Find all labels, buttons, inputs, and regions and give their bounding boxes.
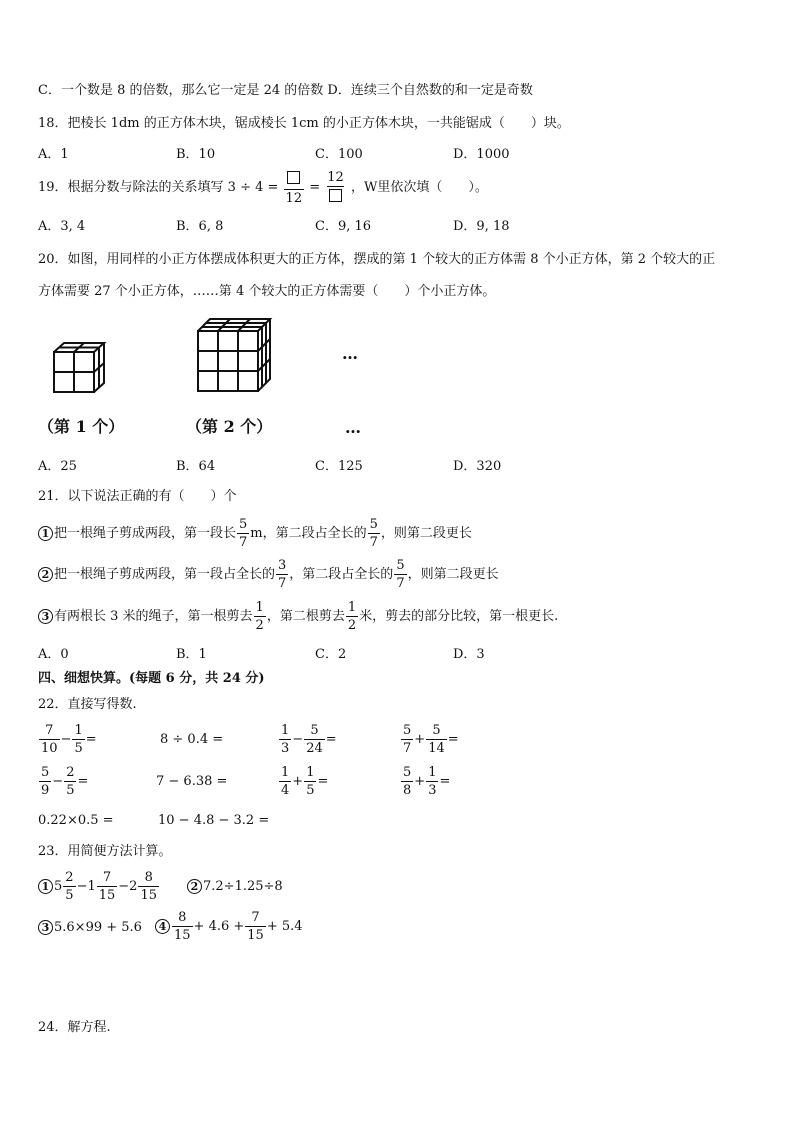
q22-r2-c: $\frac{1}{4}$ + $\frac{1}{5}$ =	[281, 765, 329, 798]
cube-figure-1	[50, 340, 110, 396]
q20-line2: 方体需要 27 个小正方体，……第 4 个较大的正方体需要（ ）个小正方体。	[38, 284, 496, 299]
circled-number: 2	[38, 567, 53, 582]
q19-prefix: 19．根据分数与除法的关系填写 3 ÷ 4 =	[38, 180, 279, 195]
q19-equals: =	[309, 180, 321, 195]
q20-option-c: C．125	[315, 459, 363, 474]
q19-suffix: ，W里依次填（ ）。	[350, 180, 488, 195]
q19-stem	[38, 170, 488, 206]
q22-r1-c: $\frac{1}{3}$ − $\frac{5}{24}$ =	[281, 723, 337, 756]
q21-statement-1: 1 把一根绳子剪成两段，第一段长 $\frac{5}{7}$ m，第二段占全长的 $\frac{5}{7}$ ，则第二段更长	[38, 514, 472, 554]
blank-box	[287, 171, 300, 184]
cube-ellipsis-top: …	[342, 344, 358, 363]
fraction: $\frac{5}{7}$	[369, 517, 378, 550]
q19-fraction-1: 12	[284, 171, 305, 205]
q22-r2-d: $\frac{5}{8}$ + $\frac{1}{3}$ =	[403, 765, 451, 798]
circled-number: 1	[38, 879, 53, 894]
q21-statement-2: 2 把一根绳子剪成两段，第一段占全长的 $\frac{3}{7}$ ，第二段占全长的 $\frac{5}{7}$ ，则第二段更长	[38, 555, 499, 595]
q23-expr-1: 1 5 $\frac{2}{5}$ −1 $\frac{7}{15}$ −2 $\frac{8}{15}$	[38, 866, 160, 908]
cube-caption-1: （第 1 个）	[38, 417, 125, 436]
q23-expr-4: 4 $\frac{8}{15}$ + 4.6 + $\frac{7}{15}$ + 5.4	[155, 906, 303, 948]
circled-number: 1	[38, 526, 53, 541]
cube-caption-2: （第 2 个）	[186, 417, 273, 436]
q24-stem: 24．解方程.	[38, 1020, 111, 1035]
q20-option-b: B．64	[176, 459, 216, 474]
q18-stem: 18．把棱长 1dm 的正方体木块，锯成棱长 1cm 的小正方体木块，一共能锯成（ ）块。	[38, 116, 570, 131]
q19-option-d: D．9, 18	[453, 219, 510, 234]
q20-line1: 20．如图，用同样的小正方体摆成体积更大的正方体，摆成的第 1 个较大的正方体需 8 个小正方体，第 2 个较大的正	[38, 252, 716, 267]
q23-expr-3: 3 5.6×99 + 5.6	[38, 919, 142, 937]
q19-option-c: C．9, 16	[315, 219, 372, 234]
cube-figure-2	[194, 315, 276, 397]
q23-stem: 23．用简便方法计算。	[38, 844, 172, 859]
q17-options-cd: C．一个数是 8 的倍数，那么它一定是 24 的倍数 D．连续三个自然数的和一定是奇数	[38, 83, 533, 98]
q18-option-c: C．100	[315, 147, 363, 162]
q19-option-b: B．6, 8	[176, 219, 224, 234]
q18-option-b: B．10	[176, 147, 216, 162]
q19-option-a: A．3, 4	[38, 219, 86, 234]
q22-stem: 22．直接写得数.	[38, 697, 137, 712]
circled-number: 2	[187, 879, 202, 894]
circled-number: 3	[38, 920, 53, 935]
q21-stem: 21．以下说法正确的有（ ）个	[38, 489, 237, 504]
q21-statement-3: 3 有两根长 3 米的绳子，第一根剪去 $\frac{1}{2}$ ，第二根剪去 $\frac{1}{2}$ 米，剪去的部分比较，第一根更长.	[38, 597, 558, 637]
fraction: $\frac{5}{7}$	[239, 517, 248, 550]
q22-r2-b: 7 − 6.38 =	[156, 774, 228, 789]
q22-r3-a: 0.22×0.5 =	[38, 813, 114, 828]
fraction: $\frac{5}{7}$	[396, 558, 405, 591]
q21-option-b: B．1	[176, 647, 207, 662]
q23-expr-2: 2 7.2÷1.25÷8	[187, 878, 283, 896]
circled-number: 3	[38, 609, 53, 624]
q21-option-c: C．2	[315, 647, 347, 662]
q19-fraction-2: 12	[325, 171, 346, 205]
q18-option-d: D．1000	[453, 147, 510, 162]
q21-option-d: D．3	[453, 647, 485, 662]
circled-number: 4	[155, 919, 170, 934]
q22-r2-a: $\frac{5}{9}$ − $\frac{2}{5}$ =	[41, 765, 89, 798]
q20-option-a: A．25	[38, 459, 77, 474]
cube-ellipsis-bottom: …	[345, 418, 361, 437]
fraction: $\frac{1}{2}$	[347, 600, 357, 633]
q21-option-a: A．0	[38, 647, 69, 662]
q22-r1-a: $\frac{7}{10}$ − $\frac{1}{5}$ =	[41, 723, 97, 756]
q22-r3-b: 10 − 4.8 − 3.2 =	[158, 813, 270, 828]
q22-r1-b: 8 ÷ 0.4 =	[160, 732, 224, 747]
blank-box	[329, 189, 342, 202]
fraction: $\frac{1}{2}$	[255, 600, 264, 633]
q18-option-a: A．1	[38, 147, 69, 162]
section-heading-4: 四、细想快算。(每题 6 分，共 24 分)	[38, 671, 265, 686]
q20-option-d: D．320	[453, 459, 502, 474]
fraction: $\frac{3}{7}$	[278, 558, 287, 591]
q22-r1-d: $\frac{5}{7}$ + $\frac{5}{14}$ =	[403, 723, 459, 756]
